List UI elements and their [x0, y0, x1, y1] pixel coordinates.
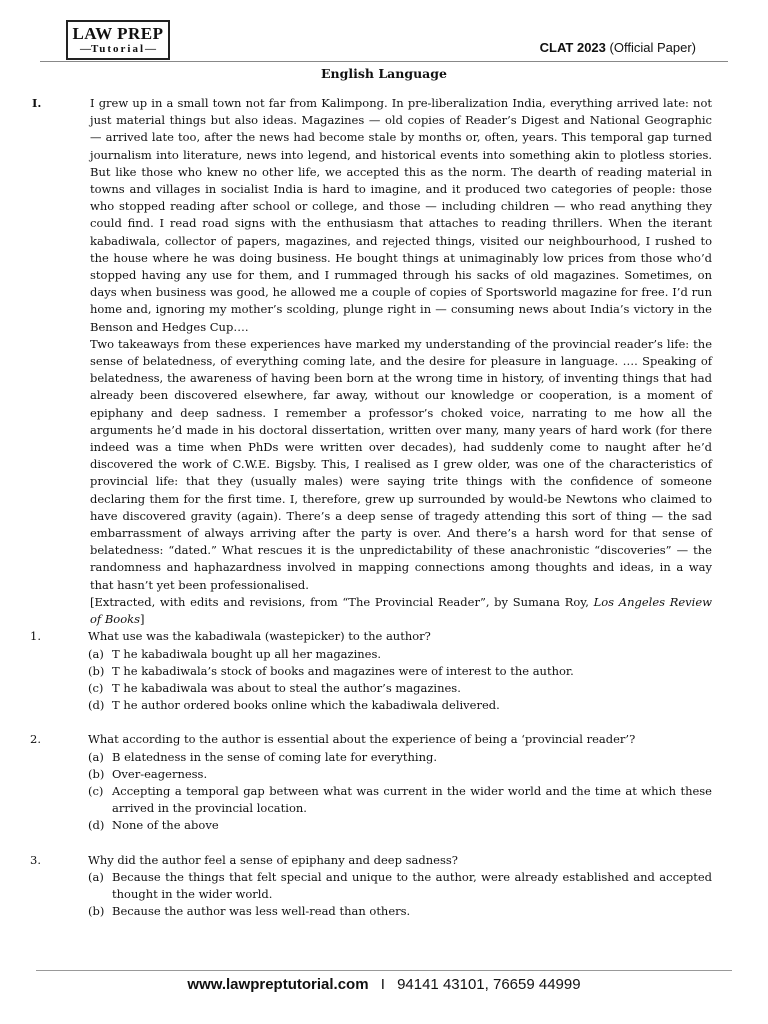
option-label: (d): [88, 818, 105, 833]
option-label: (b): [88, 766, 105, 781]
option-label: (a): [88, 749, 104, 764]
question-number: 1.: [30, 629, 41, 644]
logo-bottom-text: — Tutorial —: [68, 44, 168, 55]
option-text: Because the things that felt special and unique to the author, were already established and accepted thought in the wider world.: [112, 869, 712, 901]
option-a: [88, 749, 712, 766]
option-label: (a): [88, 869, 104, 884]
question-1: [30, 628, 712, 714]
passage-number: I.: [32, 96, 42, 110]
law-prep-logo: [66, 20, 170, 60]
option-label: (b): [88, 904, 105, 919]
phone-numbers: 94141 43101, 76659 44999: [397, 976, 581, 993]
option-text: T he author ordered books online which the kabadiwala delivered.: [112, 698, 500, 713]
source-suffix: ]: [140, 612, 145, 627]
page-footer: [0, 976, 768, 993]
option-text: Accepting a temporal gap between what was current in the wider world and the time at which these arrived in the provincial location.: [112, 783, 712, 816]
option-c: [88, 783, 712, 817]
option-label: (d): [88, 698, 105, 713]
passage-paragraph-1: I grew up in a small town not far from Kalimpong. In pre-liberalization India, everything arrived late: not just material things but also ideas. Magazines — old copies of Reader’s Digest and National Geographic — arrived late too, after the news had become stale by months or, often, years. This temporal gap turned journalism into literature, news into legend, and historical events into something akin to plotless stories. But like those who knew no other life, we accepted this as the norm. The dearth of reading material in towns and villages in socialist India is hard to imagine, and it produced two categories of people: those who stopped reading after school or college, and those — including children — who read anything they could find. I read road signs with the enthusiasm that attaches to reading thrillers. When the iterant kabadiwala, collector of papers, magazines, and rejected things, visited our neighbourhood, I rushed to the house where he was doing business. He bought things at unimaginably low prices from those who’d stopped having any use for them, and I rummaged through his sacks of old magazines. Sometimes, on days when business was good, he allowed me a couple of copies of Sportsworld magazine for free. I’d run home and, ignoring my mother’s scolding, plunge right in — consuming news about India’s victory in the Benson and Hedges Cup….: [90, 96, 712, 334]
source-publication: Los Angeles Review of Books: [90, 594, 712, 627]
header-divider: [40, 61, 728, 62]
passage-paragraph-2: Two takeaways from these experiences have marked my understanding of the provincial reader’s life: the sense of belatedness, of everything coming late, and the desire for pleasure in language. …. Speaking of belatedness, the awareness of having been born at the wrong time in history, of inventing things that had already been discovered elsewhere, far away, without our knowledge or cooperation, is a moment of epiphany and deep sadness. I remember a professor’s choked voice, narrating to me how all the arguments he’d made in his doctoral dissertation, written over many, many years of hard work (for there indeed was a time when PhDs were written over decades), had suddenly come to naught after he’d discovered the work of C.W.E. Bigsby. This, I realised as I grew older, was one of the characteristics of provincial life: that they (usually males) were saying trite things with the confidence of someone declaring them for the first time. I, therefore, grew up surrounded by would-be Newtons who claimed to have discovered gravity (again). There’s a deep sense of tragedy attending this sort of thing — the sad embarrassment of always arriving after the party is over. And there’s a harsh word for that sense of belatedness: “dated.” What rescues it is the unpredictability of these anachronistic “discoveries” — the randomness and haphazardness involved in mapping connections among thoughts and ideas, in a way that hasn’t yet been professionalised.: [90, 336, 712, 592]
question-number: 2.: [30, 732, 41, 747]
option-c: [88, 680, 712, 697]
option-text: Over-eagerness.: [112, 766, 208, 781]
option-label: (a): [88, 646, 104, 661]
option-b: [88, 663, 712, 680]
passage-source: [90, 594, 712, 628]
option-text: T he kabadiwala’s stock of books and magazines were of interest to the author.: [112, 663, 574, 678]
option-b: [88, 903, 712, 920]
passage-body: [90, 95, 712, 628]
website-link[interactable]: www.lawpreptutorial.com: [187, 976, 369, 993]
question-text: What according to the author is essential about the experience of being a ‘provincial reader’?: [88, 732, 636, 747]
option-label: (c): [88, 783, 104, 798]
paper-header: [540, 40, 696, 55]
question-2: [30, 731, 712, 834]
option-text: Because the author was less well-read than others.: [112, 904, 411, 919]
question-3: [30, 852, 712, 921]
exam-name: CLAT 2023: [539, 40, 606, 55]
option-b: [88, 766, 712, 783]
option-text: T he kabadiwala bought up all her magazines.: [112, 646, 382, 661]
option-label: (b): [88, 663, 105, 678]
option-a: [88, 646, 712, 663]
question-text: What use was the kabadiwala (wastepicker) to the author?: [88, 629, 431, 644]
source-prefix: [Extracted, with edits and revisions, from “The Provincial Reader”, by Sumana Roy,: [90, 594, 594, 609]
question-number: 3.: [30, 852, 41, 867]
paper-type: (Official Paper): [609, 40, 696, 55]
footer-divider: [36, 970, 732, 971]
footer-separator: I: [380, 976, 385, 993]
option-d: [88, 697, 712, 714]
question-text: Why did the author feel a sense of epiphany and deep sadness?: [88, 852, 458, 867]
logo-top-text: LAW PREP: [72, 24, 164, 43]
option-text: B elatedness in the sense of coming late for everything.: [112, 749, 437, 764]
option-a: [88, 869, 712, 903]
section-title: English Language: [321, 66, 447, 81]
passage: [30, 95, 712, 628]
option-text: T he kabadiwala was about to steal the author’s magazines.: [112, 680, 461, 695]
option-label: (c): [88, 680, 104, 695]
page-content: [30, 95, 712, 920]
option-d: [88, 817, 712, 834]
option-text: None of the above: [112, 818, 219, 833]
